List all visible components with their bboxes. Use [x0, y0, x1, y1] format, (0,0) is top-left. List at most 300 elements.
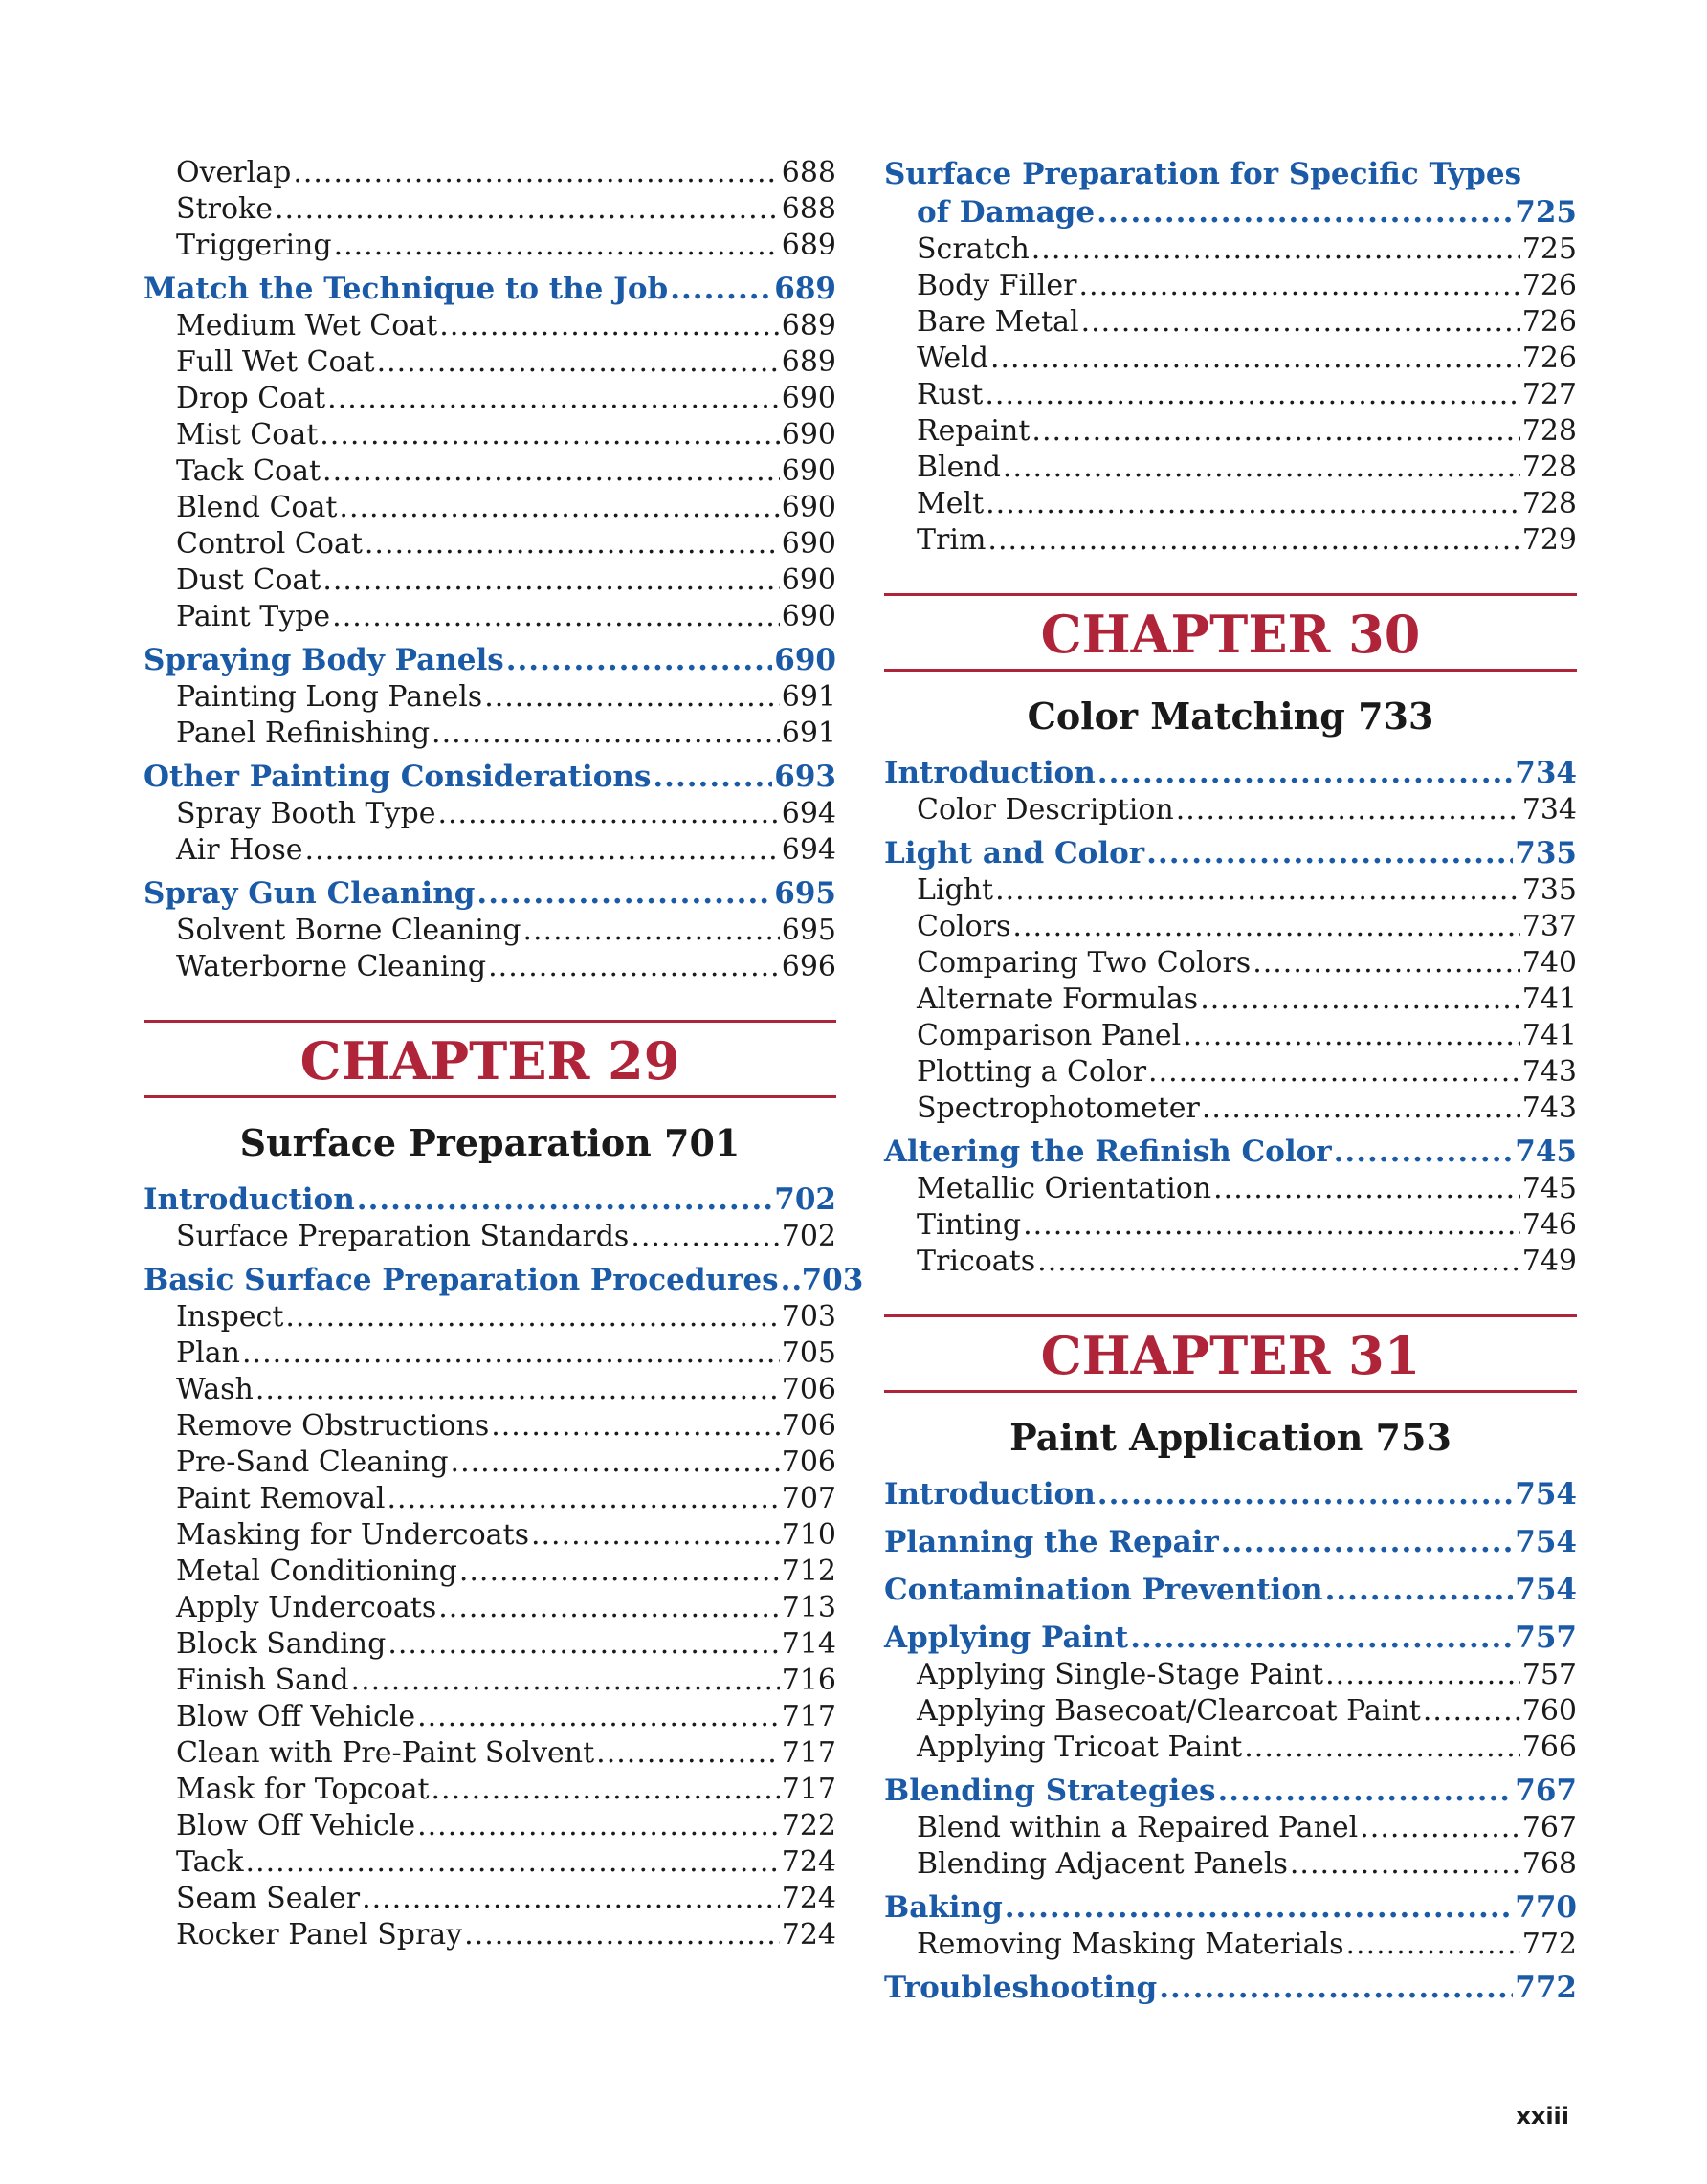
subentry-title: Surface Preparation Standards: [176, 1220, 630, 1253]
toc-subentry[interactable]: [144, 1699, 836, 1735]
subentry-page: 766: [1521, 1731, 1577, 1764]
subentry-title: Body Filler: [917, 269, 1077, 302]
subentry-page: 724: [781, 1882, 836, 1915]
subentry-page: 726: [1521, 269, 1577, 302]
leader-dots: [995, 872, 1520, 909]
leader-dots: [334, 228, 780, 264]
leader-dots: [388, 1626, 779, 1663]
leader-dots: [305, 832, 780, 869]
leader-dots: [432, 716, 780, 752]
subentry-title: Tinting: [917, 1208, 1022, 1242]
section-title: Spraying Body Panels: [144, 643, 504, 677]
subentry-page: 694: [781, 833, 836, 867]
toc-section-entry[interactable]: [884, 1523, 1577, 1561]
chapter-block: [144, 1020, 836, 1167]
subentry-page: 688: [781, 156, 836, 189]
subentry-page: 725: [1521, 232, 1577, 266]
leader-dots: [1202, 1091, 1520, 1127]
leader-dots: [1218, 1772, 1514, 1810]
leader-dots: [477, 874, 772, 913]
leader-dots: [322, 563, 779, 599]
section-title: Introduction: [884, 756, 1096, 790]
toc-subentry[interactable]: [144, 949, 836, 985]
toc-section-entry[interactable]: [884, 834, 1577, 872]
subentry-page: 724: [781, 1918, 836, 1952]
leader-dots: [388, 1481, 780, 1517]
toc-subentry[interactable]: [884, 1091, 1577, 1127]
leader-dots: [1423, 1693, 1520, 1730]
toc-subentry[interactable]: [144, 563, 836, 599]
subentry-title: Weld: [917, 342, 988, 375]
toc-subentry[interactable]: [884, 792, 1577, 828]
subentry-page: 760: [1521, 1694, 1577, 1728]
toc-subentry[interactable]: [144, 913, 836, 949]
toc-subentry[interactable]: [144, 1735, 836, 1772]
toc-section-entry[interactable]: [144, 1180, 836, 1219]
leader-dots: [506, 641, 773, 679]
chapter-rule-bottom: [884, 1390, 1577, 1393]
chapter-heading: CHAPTER 31: [1040, 1325, 1421, 1386]
subentry-title: Tricoats: [917, 1245, 1036, 1278]
toc-subentry[interactable]: [884, 1244, 1577, 1280]
chapter-title[interactable]: Paint Application 753: [1009, 1416, 1452, 1459]
subentry-title: Comparison Panel: [917, 1019, 1182, 1052]
toc-subentry[interactable]: [884, 522, 1577, 559]
subentry-page: 746: [1521, 1208, 1577, 1242]
section-title: Troubleshooting: [884, 1971, 1158, 2005]
toc-subentry[interactable]: [144, 832, 836, 869]
toc-subentry[interactable]: [144, 308, 836, 344]
leader-dots: [1097, 1475, 1514, 1513]
section-title: Introduction: [884, 1477, 1096, 1511]
subentry-title: Masking for Undercoats: [176, 1518, 529, 1552]
toc-group: [884, 872, 1577, 1127]
toc-section-entry[interactable]: [884, 1772, 1577, 1810]
subentry-title: Drop Coat: [176, 382, 326, 415]
subentry-title: Comparing Two Colors: [917, 946, 1252, 980]
toc-section-entry[interactable]: [884, 1571, 1577, 1609]
toc-right-column: [884, 155, 1577, 2007]
leader-dots: [242, 1335, 780, 1372]
leader-dots: [491, 1408, 780, 1445]
subentry-page: 690: [781, 491, 836, 524]
leader-dots: [1346, 1927, 1520, 1963]
leader-dots: [523, 913, 780, 949]
subentry-page: 741: [1521, 1019, 1577, 1052]
toc-subentry[interactable]: [884, 945, 1577, 982]
leader-dots: [1334, 1133, 1514, 1171]
leader-dots: [459, 1554, 780, 1590]
toc-subentry[interactable]: [144, 679, 836, 716]
leader-dots: [531, 1517, 780, 1554]
section-page: 745: [1515, 1135, 1577, 1169]
toc-subentry[interactable]: [144, 1445, 836, 1481]
section-page: 689: [774, 272, 836, 306]
toc-group: [144, 155, 836, 264]
leader-dots: [1079, 268, 1520, 304]
subentry-page: 728: [1521, 414, 1577, 448]
toc-subentry[interactable]: [884, 1810, 1577, 1846]
subentry-page: 737: [1521, 910, 1577, 943]
toc-subentry[interactable]: [144, 1772, 836, 1808]
subentry-page: 743: [1521, 1055, 1577, 1089]
subentry-title: Colors: [917, 910, 1011, 943]
subentry-page: 690: [781, 418, 836, 452]
subentry-title: Wash: [176, 1373, 254, 1406]
toc-subentry[interactable]: [144, 1299, 836, 1335]
toc-subentry[interactable]: [144, 1626, 836, 1663]
subentry-page: 726: [1521, 305, 1577, 339]
leader-dots: [293, 155, 779, 191]
subentry-page: 689: [781, 229, 836, 262]
subentry-page: 689: [781, 345, 836, 379]
subentry-title: Metallic Orientation: [917, 1172, 1212, 1205]
leader-dots: [1037, 1244, 1520, 1280]
subentry-title: Mask for Topcoat: [176, 1773, 430, 1806]
subentry-page: 772: [1521, 1928, 1577, 1961]
toc-subentry[interactable]: [144, 1517, 836, 1554]
toc-group: [144, 1299, 836, 1953]
leader-dots: [322, 453, 780, 490]
toc-group: [884, 232, 1577, 559]
subentry-page: 724: [781, 1845, 836, 1879]
subentry-page: 689: [781, 309, 836, 342]
subentry-page: 722: [781, 1809, 836, 1842]
toc-subentry[interactable]: [884, 982, 1577, 1018]
leader-dots: [439, 308, 779, 344]
subentry-page: 734: [1521, 793, 1577, 827]
section-page: 695: [774, 876, 836, 911]
toc-subentry[interactable]: [884, 1171, 1577, 1207]
leader-dots: [464, 1917, 780, 1953]
toc-group: [144, 679, 836, 752]
toc-subentry[interactable]: [144, 1408, 836, 1445]
leader-dots: [1081, 304, 1520, 341]
toc-subentry[interactable]: [884, 909, 1577, 945]
subentry-title: Light: [917, 873, 994, 907]
section-title: of Damage: [917, 195, 1096, 230]
section-page: 734: [1515, 756, 1577, 790]
leader-dots: [985, 377, 1519, 413]
subentry-page: 728: [1521, 487, 1577, 520]
toc-subentry[interactable]: [884, 1018, 1577, 1054]
leader-dots: [285, 1299, 779, 1335]
subentry-page: 690: [781, 382, 836, 415]
toc-subentry[interactable]: [884, 1657, 1577, 1693]
subentry-title: Metal Conditioning: [176, 1555, 457, 1588]
subentry-title: Rocker Panel Spray: [176, 1918, 463, 1952]
subentry-page: 694: [781, 797, 836, 830]
leader-dots: [417, 1699, 780, 1735]
subentry-title: Paint Removal: [176, 1482, 386, 1515]
leader-dots: [432, 1772, 780, 1808]
subentry-title: Melt: [917, 487, 985, 520]
leader-dots: [437, 796, 779, 832]
toc-section-entry[interactable]: [144, 758, 836, 796]
subentry-page: 705: [781, 1336, 836, 1370]
section-page: 754: [1515, 1573, 1577, 1607]
subentry-title: Rust: [917, 378, 984, 411]
leader-dots: [488, 949, 780, 985]
toc-section-entry[interactable]: [884, 1888, 1577, 1927]
toc-section-entry[interactable]: [144, 1261, 864, 1299]
leader-dots: [1031, 232, 1520, 268]
subentry-title: Spectrophotometer: [917, 1092, 1200, 1125]
toc-section-entry[interactable]: [144, 270, 836, 308]
toc-subentry[interactable]: [144, 1663, 836, 1699]
chapter-title[interactable]: Color Matching 733: [1027, 695, 1434, 738]
subentry-title: Repaint: [917, 414, 1031, 448]
subentry-title: Scratch: [917, 232, 1030, 266]
chapter-title[interactable]: Surface Preparation 701: [239, 1121, 741, 1164]
subentry-page: 735: [1521, 873, 1577, 907]
toc-subentry[interactable]: [884, 1054, 1577, 1091]
toc-subentry[interactable]: [884, 304, 1577, 341]
subentry-title: Blow Off Vehicle: [176, 1809, 416, 1842]
section-page: 703: [801, 1263, 864, 1297]
toc-subentry[interactable]: [884, 413, 1577, 450]
toc-subentry[interactable]: [884, 341, 1577, 377]
toc-subentry[interactable]: [884, 1693, 1577, 1730]
subentry-page: 727: [1521, 378, 1577, 411]
toc-subentry[interactable]: [144, 716, 836, 752]
subentry-page: 757: [1521, 1658, 1577, 1691]
subentry-title: Waterborne Cleaning: [176, 950, 487, 983]
leader-dots: [1290, 1846, 1520, 1883]
toc-subentry[interactable]: [144, 344, 836, 381]
section-title: Baking: [884, 1890, 1003, 1925]
toc-subentry[interactable]: [144, 381, 836, 417]
leader-dots: [1146, 834, 1513, 872]
leader-dots: [357, 1180, 773, 1219]
subentry-page: 691: [781, 680, 836, 714]
toc-group: [144, 308, 836, 635]
subentry-title: Blending Adjacent Panels: [917, 1847, 1288, 1881]
toc-subentry[interactable]: [144, 599, 836, 635]
leader-dots: [781, 1261, 800, 1299]
section-page: 767: [1515, 1774, 1577, 1808]
subentry-page: 713: [781, 1591, 836, 1624]
subentry-title: Block Sanding: [176, 1627, 387, 1661]
section-title: Other Painting Considerations: [144, 760, 652, 794]
leader-dots: [990, 341, 1520, 377]
chapter-rule-top: [884, 593, 1577, 596]
section-title: Match the Technique to the Job: [144, 272, 669, 306]
subentry-page: 706: [781, 1445, 836, 1479]
toc-subentry[interactable]: [884, 450, 1577, 486]
toc-section-entry[interactable]: [144, 641, 836, 679]
subentry-page: 703: [781, 1300, 836, 1334]
leader-dots: [1148, 1054, 1520, 1091]
leader-dots: [327, 381, 780, 417]
leader-dots: [377, 344, 780, 381]
toc-subentry[interactable]: [144, 1590, 836, 1626]
toc-subentry[interactable]: [144, 1554, 836, 1590]
section-title: Introduction: [144, 1182, 355, 1217]
chapter-rule-bottom: [144, 1095, 836, 1098]
leader-dots: [1005, 1888, 1514, 1927]
subentry-title: Paint Type: [176, 600, 331, 633]
leader-dots: [417, 1808, 780, 1844]
subentry-title: Painting Long Panels: [176, 680, 483, 714]
section-title-line1[interactable]: Surface Preparation for Specific Types: [884, 157, 1522, 191]
toc-group: [144, 796, 836, 869]
toc-subentry[interactable]: [144, 453, 836, 490]
leader-dots: [362, 1881, 780, 1917]
leader-dots: [1213, 1171, 1520, 1207]
chapter-block: [884, 1314, 1577, 1462]
toc-subentry[interactable]: [884, 232, 1577, 268]
toc-group: [884, 1927, 1577, 1963]
leader-dots: [1031, 413, 1519, 450]
subentry-page: 695: [781, 914, 836, 947]
subentry-title: Medium Wet Coat: [176, 309, 438, 342]
toc-subentry[interactable]: [144, 417, 836, 453]
subentry-title: Inspect: [176, 1300, 284, 1334]
toc-left-column: [144, 155, 864, 1953]
leader-dots: [1130, 1619, 1513, 1657]
toc-subentry[interactable]: [884, 377, 1577, 413]
leader-dots: [1200, 982, 1520, 1018]
subentry-title: Applying Single-Stage Paint: [917, 1658, 1324, 1691]
subentry-title: Blow Off Vehicle: [176, 1700, 416, 1733]
section-title: Planning the Repair: [884, 1525, 1219, 1559]
leader-dots: [1183, 1018, 1520, 1054]
section-title: Spray Gun Cleaning: [144, 876, 476, 911]
section-title: Applying Paint: [884, 1621, 1129, 1655]
toc-subentry[interactable]: [144, 796, 836, 832]
section-page: 757: [1515, 1621, 1577, 1655]
subentry-title: Stroke: [176, 192, 273, 226]
toc-subentry[interactable]: [144, 1219, 836, 1255]
leader-dots: [596, 1735, 780, 1772]
leader-dots: [275, 191, 780, 228]
page-number: xxiii: [1516, 2103, 1569, 2129]
subentry-title: Clean with Pre-Paint Solvent: [176, 1736, 595, 1770]
section-page: 772: [1515, 1971, 1577, 2005]
subentry-title: Seam Sealer: [176, 1882, 361, 1915]
leader-dots: [631, 1219, 779, 1255]
subentry-title: Plan: [176, 1336, 240, 1370]
toc-group: [884, 1171, 1577, 1280]
leader-dots: [1159, 1969, 1513, 2007]
section-title: Basic Surface Preparation Procedures: [144, 1263, 779, 1297]
chapter-rule-bottom: [884, 669, 1577, 672]
leader-dots: [1176, 792, 1520, 828]
toc-section-entry[interactable]: [884, 1133, 1577, 1171]
toc-section-entry[interactable]: [144, 874, 836, 913]
toc-subentry[interactable]: [144, 1917, 836, 1953]
leader-dots: [451, 1445, 780, 1481]
subentry-title: Panel Refinishing: [176, 717, 431, 750]
toc-subentry[interactable]: [144, 526, 836, 563]
leader-dots: [1253, 945, 1520, 982]
subentry-page: 740: [1521, 946, 1577, 980]
subentry-page: 706: [781, 1373, 836, 1406]
leader-dots: [365, 526, 780, 563]
toc-subentry[interactable]: [884, 1927, 1577, 1963]
toc-subentry[interactable]: [144, 1372, 836, 1408]
subentry-page: 690: [781, 454, 836, 488]
chapter-rule-top: [144, 1020, 836, 1023]
toc-subentry[interactable]: [884, 1846, 1577, 1883]
toc-subentry[interactable]: [144, 1335, 836, 1372]
toc-section-entry[interactable]: [884, 193, 1577, 232]
subentry-title: Tack Coat: [176, 454, 321, 488]
subentry-title: Triggering: [176, 229, 332, 262]
subentry-page: 702: [781, 1220, 836, 1253]
leader-dots: [670, 270, 772, 308]
subentry-title: Full Wet Coat: [176, 345, 375, 379]
subentry-title: Plotting a Color: [917, 1055, 1147, 1089]
toc-subentry[interactable]: [144, 490, 836, 526]
subentry-page: 688: [781, 192, 836, 226]
leader-dots: [1023, 1207, 1520, 1244]
subentry-title: Spray Booth Type: [176, 797, 436, 830]
toc-section-entry[interactable]: [884, 754, 1577, 792]
subentry-title: Removing Masking Materials: [917, 1928, 1344, 1961]
leader-dots: [1097, 193, 1513, 232]
toc-group: [884, 792, 1577, 828]
subentry-page: 728: [1521, 451, 1577, 484]
leader-dots: [1325, 1657, 1520, 1693]
toc-subentry[interactable]: [144, 1881, 836, 1917]
subentry-title: Alternate Formulas: [917, 982, 1199, 1016]
section-title: Light and Color: [884, 836, 1145, 871]
section-page: 702: [774, 1182, 836, 1217]
leader-dots: [1325, 1571, 1514, 1609]
toc-section-entry[interactable]: [884, 1619, 1577, 1657]
subentry-title: Control Coat: [176, 527, 363, 561]
toc-subentry[interactable]: [144, 1808, 836, 1844]
leader-dots: [1097, 754, 1514, 792]
toc-subentry[interactable]: [144, 1481, 836, 1517]
subentry-title: Applying Basecoat/Clearcoat Paint: [917, 1694, 1421, 1728]
leader-dots: [1244, 1730, 1519, 1766]
subentry-title: Overlap: [176, 156, 292, 189]
subentry-title: Remove Obstructions: [176, 1409, 490, 1443]
subentry-title: Blend: [917, 451, 1001, 484]
toc-subentry[interactable]: [884, 1730, 1577, 1766]
subentry-page: 690: [781, 600, 836, 633]
chapter-heading: CHAPTER 29: [299, 1030, 680, 1092]
subentry-page: 707: [781, 1482, 836, 1515]
section-page: 693: [774, 760, 836, 794]
subentry-page: 768: [1521, 1847, 1577, 1881]
leader-dots: [484, 679, 780, 716]
toc-subentry[interactable]: [144, 228, 836, 264]
toc-section-entry[interactable]: [884, 1969, 1577, 2007]
chapter-heading: CHAPTER 30: [1040, 604, 1421, 665]
subentry-title: Finish Sand: [176, 1664, 349, 1697]
subentry-page: 745: [1521, 1172, 1577, 1205]
leader-dots: [987, 522, 1519, 559]
subentry-page: 691: [781, 717, 836, 750]
toc-subentry[interactable]: [884, 872, 1577, 909]
subentry-page: 714: [781, 1627, 836, 1661]
toc-subentry[interactable]: [884, 1207, 1577, 1244]
toc-subentry[interactable]: [144, 155, 836, 191]
leader-dots: [246, 1844, 780, 1881]
chapter-rule-top: [884, 1314, 1577, 1317]
toc-subentry[interactable]: [884, 486, 1577, 522]
toc-section-entry[interactable]: [884, 1475, 1577, 1513]
toc-subentry[interactable]: [884, 268, 1577, 304]
subentry-page: 696: [781, 950, 836, 983]
toc-subentry[interactable]: [144, 1844, 836, 1881]
subentry-page: 767: [1521, 1811, 1577, 1844]
toc-subentry[interactable]: [144, 191, 836, 228]
